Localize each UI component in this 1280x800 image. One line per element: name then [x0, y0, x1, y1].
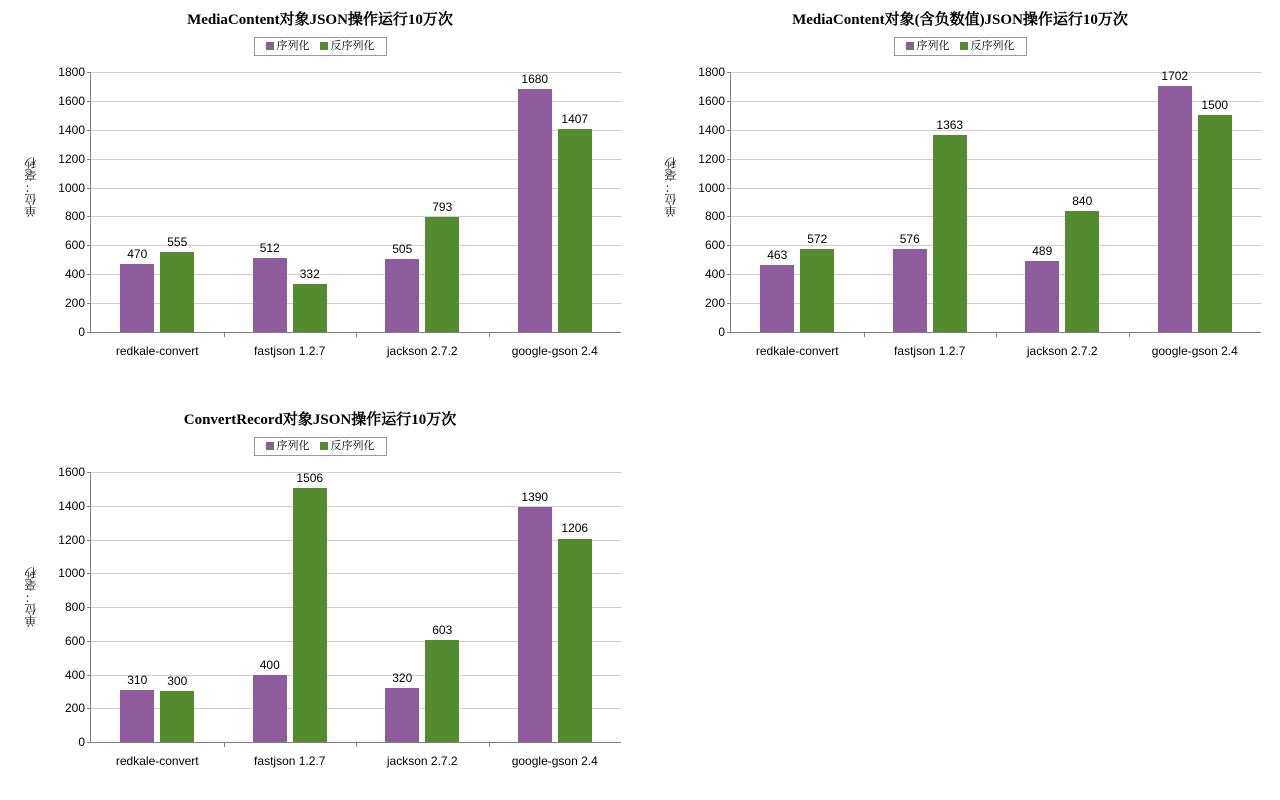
category-separator [489, 332, 490, 337]
y-tick-mark [87, 303, 91, 304]
y-tick-mark [87, 708, 91, 709]
y-tick-label: 200 [64, 296, 85, 311]
chart-title: ConvertRecord对象JSON操作运行10万次 [183, 412, 457, 428]
y-tick-mark [87, 274, 91, 275]
bar-value-label: 310 [127, 672, 148, 687]
y-tick-label: 800 [64, 600, 85, 614]
plot-area [58, 465, 621, 768]
legend-item-deserialize [960, 40, 1015, 53]
bar-deserialize [558, 539, 592, 743]
bar-value-label: 840 [1072, 193, 1093, 208]
y-tick-mark [87, 332, 91, 333]
legend-label-deserialize: 反序列化 [970, 40, 1015, 52]
y-tick-label: 400 [64, 667, 85, 682]
y-tick-mark [87, 641, 91, 642]
legend-label-deserialize: 反序列化 [330, 40, 375, 52]
y-tick-label: 800 [64, 209, 85, 224]
legend-item-serialize [266, 40, 310, 53]
bar-value-label: 463 [767, 248, 788, 263]
gridline [91, 472, 621, 473]
legend-swatch-serialize [266, 42, 274, 50]
x-category-label: redkale-convert [115, 344, 199, 358]
y-tick-mark [87, 472, 91, 473]
legend-label-serialize: 序列化 [916, 40, 950, 52]
y-tick-label: 1000 [58, 566, 85, 581]
bar-value-label: 470 [127, 247, 148, 262]
y-tick-label: 1200 [58, 532, 85, 547]
legend-item-deserialize [320, 440, 375, 453]
y-tick-mark [87, 540, 91, 541]
y-tick-label: 1400 [58, 498, 85, 513]
y-tick-label: 1800 [698, 65, 725, 79]
y-tick-mark [727, 216, 731, 217]
x-category-label: redkale-convert [755, 344, 839, 358]
bar-serialize [385, 688, 419, 742]
bar-value-label: 1206 [561, 521, 589, 536]
y-axis-label: 单位：毫秒 [24, 567, 38, 627]
bar-deserialize [425, 217, 459, 332]
bar-value-label: 300 [167, 674, 188, 689]
y-tick-mark [87, 245, 91, 246]
legend-swatch-deserialize [960, 42, 968, 50]
y-tick-mark [87, 742, 91, 743]
category-separator [356, 742, 357, 747]
x-category-label: redkale-convert [115, 754, 199, 768]
y-tick-mark [727, 130, 731, 131]
y-tick-label: 1000 [698, 180, 725, 195]
y-tick-mark [87, 506, 91, 507]
y-tick-label: 1600 [698, 93, 725, 108]
x-category-label: fastjson 1.2.7 [254, 754, 326, 768]
y-tick-label: 400 [704, 267, 725, 282]
y-tick-mark [87, 130, 91, 131]
y-axis-label: 单位：毫秒 [24, 157, 38, 217]
chart-panel-convertrecord [0, 400, 640, 800]
y-tick-label: 0 [718, 325, 725, 339]
bar-value-label: 505 [392, 242, 413, 257]
bar-serialize [253, 258, 287, 332]
chart-legend [894, 37, 1027, 56]
bar-serialize [120, 690, 154, 742]
y-tick-label: 0 [78, 735, 85, 749]
y-tick-label: 1800 [58, 65, 85, 79]
legend-swatch-serialize [906, 42, 914, 50]
plot-area [698, 65, 1261, 358]
bar-deserialize [1065, 211, 1099, 332]
bar-value-label: 1500 [1201, 98, 1229, 113]
bar-value-label: 572 [807, 232, 828, 247]
plot-area [58, 65, 621, 358]
bar-serialize [385, 259, 419, 332]
y-tick-label: 1600 [58, 93, 85, 108]
y-tick-mark [87, 573, 91, 574]
bar-deserialize [160, 252, 194, 332]
bar-value-label: 576 [899, 231, 920, 246]
category-separator [996, 332, 997, 337]
bar-deserialize [425, 640, 459, 742]
chart-legend [254, 37, 387, 56]
bar-value-label: 603 [432, 623, 453, 638]
y-tick-label: 1200 [698, 151, 725, 166]
y-tick-mark [87, 72, 91, 73]
plot-wrapper [0, 462, 640, 782]
bar-deserialize [800, 249, 834, 332]
legend-label-deserialize: 反序列化 [330, 440, 375, 452]
bar-deserialize [558, 129, 592, 332]
bar-value-label: 400 [259, 657, 280, 672]
legend-swatch-deserialize [320, 442, 328, 450]
y-tick-label: 200 [64, 701, 85, 716]
bar-serialize [893, 249, 927, 332]
bar-value-label: 555 [167, 234, 188, 249]
bar-value-label: 1390 [521, 490, 549, 505]
y-tick-mark [727, 72, 731, 73]
plot-wrapper [640, 62, 1280, 372]
category-separator [1129, 332, 1130, 337]
y-tick-mark [727, 303, 731, 304]
x-category-label: jackson 2.7.2 [1026, 344, 1098, 358]
chart-title: MediaContent对象JSON操作运行10万次 [187, 12, 453, 28]
chart-legend [254, 437, 387, 456]
chart-panel-mediacontent-negative [640, 0, 1280, 390]
x-category-label: jackson 2.7.2 [386, 344, 458, 358]
bar-serialize [253, 675, 287, 743]
x-category-label: google-gson 2.4 [1151, 344, 1238, 358]
y-tick-mark [87, 675, 91, 676]
bar-deserialize [933, 135, 967, 332]
chart-panel-mediacontent [0, 0, 640, 390]
y-tick-mark [727, 188, 731, 189]
y-tick-label: 1400 [58, 122, 85, 137]
y-tick-mark [727, 245, 731, 246]
chart-title: MediaContent对象(含负数值)JSON操作运行10万次 [792, 12, 1128, 28]
legend-label-serialize: 序列化 [276, 40, 310, 52]
bar-deserialize [160, 691, 194, 742]
plot-wrapper [0, 62, 640, 372]
bar-value-label: 1702 [1161, 69, 1189, 84]
y-axis-label: 单位：毫秒 [664, 157, 678, 217]
bar-value-label: 1363 [936, 118, 964, 133]
bar-value-label: 489 [1032, 244, 1053, 259]
y-tick-label: 200 [704, 296, 725, 311]
category-separator [224, 332, 225, 337]
x-category-label: google-gson 2.4 [511, 344, 598, 358]
y-tick-label: 600 [64, 633, 85, 648]
category-separator [864, 332, 865, 337]
y-tick-label: 600 [64, 238, 85, 253]
bar-value-label: 1506 [296, 470, 324, 485]
legend-label-serialize: 序列化 [276, 440, 310, 452]
y-tick-mark [87, 159, 91, 160]
bar-value-label: 1680 [521, 72, 549, 87]
legend-swatch-serialize [266, 442, 274, 450]
bar-serialize [1158, 86, 1192, 332]
category-separator [356, 332, 357, 337]
y-tick-mark [727, 159, 731, 160]
y-tick-label: 1200 [58, 151, 85, 166]
legend-item-serialize [906, 40, 950, 53]
bar-value-label: 1407 [561, 111, 589, 126]
y-tick-mark [87, 216, 91, 217]
x-category-label: fastjson 1.2.7 [254, 344, 326, 358]
y-tick-mark [727, 101, 731, 102]
bar-serialize [760, 265, 794, 332]
bar-value-label: 512 [259, 241, 280, 256]
legend-item-deserialize [320, 40, 375, 53]
y-tick-label: 1600 [58, 465, 85, 479]
y-tick-label: 600 [704, 238, 725, 253]
category-separator [489, 742, 490, 747]
bar-deserialize [1198, 115, 1232, 332]
y-tick-label: 1000 [58, 180, 85, 195]
bar-value-label: 320 [392, 671, 413, 685]
bar-serialize [120, 264, 154, 332]
y-tick-mark [87, 188, 91, 189]
x-category-label: google-gson 2.4 [511, 754, 598, 768]
legend-swatch-deserialize [320, 42, 328, 50]
category-separator [224, 742, 225, 747]
legend-item-serialize [266, 440, 310, 453]
bar-serialize [518, 507, 552, 742]
y-tick-mark [727, 332, 731, 333]
y-tick-label: 0 [78, 325, 85, 339]
x-category-label: jackson 2.7.2 [386, 754, 458, 768]
y-tick-label: 1400 [698, 122, 725, 137]
bar-serialize [518, 89, 552, 332]
y-tick-mark [727, 274, 731, 275]
y-tick-mark [87, 101, 91, 102]
bar-value-label: 793 [432, 200, 453, 215]
bar-deserialize [293, 488, 327, 742]
y-tick-label: 400 [64, 267, 85, 282]
bar-value-label: 332 [299, 267, 320, 282]
y-tick-label: 800 [704, 209, 725, 224]
bar-deserialize [293, 284, 327, 332]
bar-serialize [1025, 261, 1059, 332]
x-category-label: fastjson 1.2.7 [894, 344, 966, 358]
y-tick-mark [87, 607, 91, 608]
